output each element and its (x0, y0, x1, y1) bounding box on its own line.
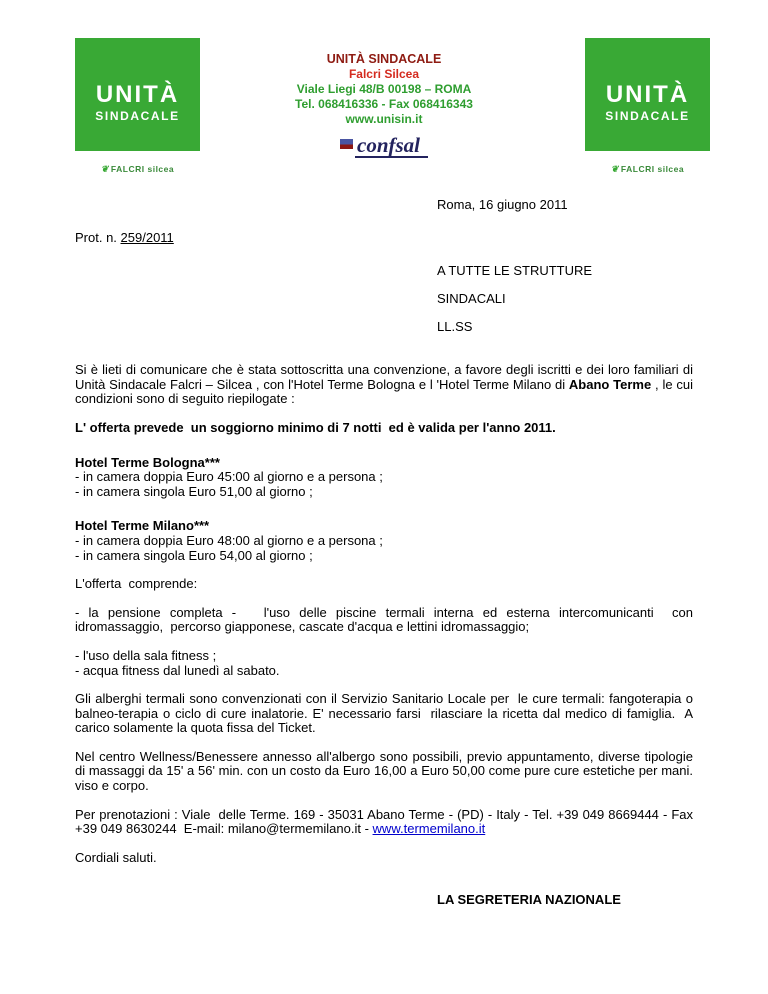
logo-subtitle: SINDACALE (605, 108, 690, 123)
logo-title: UNITÀ (95, 81, 180, 109)
hotel-milano-rate-double: - in camera doppia Euro 48:00 al giorno e a persona ; (75, 532, 383, 548)
unita-sindacale-logo (75, 38, 200, 151)
intro-paragraph (75, 362, 697, 407)
booking-text: Per prenotazioni : Viale delle Terme. 169 - 35031 Abano Terme - (PD) - Italy - Tel. +39 049 8669444 - Fax +39 049 8630244 E-mail: milano@termemilano.it - (75, 806, 697, 837)
closing-line: Cordiali saluti. (75, 849, 157, 865)
date-line: Roma, 16 giugno 2011 (437, 197, 568, 212)
intro-text-1: Si è lieti di comunicare che è stata sottoscritta una convenzione, a favore degli iscritti e dei loro familiari di Unità Sindacale Falcri – Silcea , con l'Hotel Terme Bologna e l 'Hotel Terme Milano di (75, 362, 697, 392)
confsal-flag-icon (340, 139, 353, 149)
offer-includes-heading: L'offerta comprende: (75, 576, 198, 592)
offer-summary: L' offerta prevede un soggiorno minimo di 7 notti ed è valida per l'anno 2011. (75, 419, 556, 435)
hotel-milano-heading: Hotel Terme Milano*** (75, 518, 210, 534)
logo-caption-text: FALCRI silcea (620, 164, 685, 174)
hotel-bologna-rate-single: - in camera singola Euro 51,00 al giorno ; (75, 483, 313, 499)
org-subname: Falcri Silcea (348, 67, 420, 81)
signature-line: LA SEGRETERIA NAZIONALE (437, 892, 621, 908)
wellness-paragraph: Nel centro Wellness/Benessere annesso all'albergo sono possibili, previo appuntamento, diverse tipologie di massaggi da 15' a 56' min. con un costo da Euro 16,00 a Euro 50,00 come pure cure estetiche per mani. viso e corpo. (75, 748, 697, 794)
org-website-link[interactable]: www.unisin.it (345, 112, 423, 126)
protocol-number: 259/2011 (120, 229, 174, 245)
pension-paragraph: - la pensione completa - l'uso delle piscine termali interna ed esterna intercomunicanti con idromassaggio, percorso giapponese, cascate d'acqua e lettini idromassaggio; (75, 604, 697, 635)
unita-sindacale-logo (585, 38, 710, 151)
hotel-milano-rate-single: - in camera singola Euro 54,00 al giorno ; (75, 547, 313, 563)
logo-right (585, 38, 710, 175)
logo-caption (585, 164, 710, 175)
protocol-label: Prot. n. (75, 229, 121, 245)
logo-caption (75, 164, 200, 175)
falcri-leaf-icon: ❦ (100, 164, 109, 174)
recipient-line: A TUTTE LE STRUTTURE (437, 263, 593, 279)
booking-paragraph (75, 806, 697, 837)
fitness-line-1: - l'uso della sala fitness ; (75, 647, 217, 663)
protocol-line (75, 231, 693, 246)
logo-subtitle: SINDACALE (95, 108, 180, 123)
falcri-leaf-icon: ❦ (610, 164, 619, 174)
logo-caption-text: FALCRI silcea (110, 164, 175, 174)
recipient-block (437, 257, 693, 341)
intro-text-2: , le cui condizioni sono di seguito riepilogate : (75, 376, 697, 407)
org-address: Viale Liegi 48/B 00198 – ROMA (296, 82, 472, 96)
recipient-line: LL.SS (437, 319, 473, 335)
health-service-paragraph: Gli alberghi termali sono convenzionati con il Servizio Sanitario Locale per le cure termali: fangoterapia o balneo-terapia o ciclo di cure inalatorie. E' necessario farsi rilasciare la ricetta dal medico di famiglia. A carico solamente la quota fissa del Ticket. (75, 691, 697, 736)
confsal-wordmark: confsal (355, 134, 428, 158)
termemilano-link[interactable]: www.termemilano.it (372, 821, 486, 837)
hotel-bologna-heading: Hotel Terme Bologna*** (75, 454, 220, 470)
hotel-bologna-rate-double: - in camera doppia Euro 45:00 al giorno e a persona ; (75, 469, 383, 485)
recipient-line: SINDACALI (437, 291, 506, 307)
intro-bold-abano-terme: Abano Terme (568, 376, 652, 392)
fitness-line-2: - acqua fitness dal lunedì al sabato. (75, 662, 280, 678)
logo-title: UNITÀ (605, 81, 690, 109)
letter-body (75, 197, 697, 908)
org-phone-fax: Tel. 068416336 - Fax 068416343 (295, 97, 473, 111)
logo-left (75, 38, 200, 175)
letterhead-center (234, 52, 534, 158)
org-name: UNITÀ SINDACALE (326, 52, 442, 66)
confsal-logo (340, 134, 428, 158)
